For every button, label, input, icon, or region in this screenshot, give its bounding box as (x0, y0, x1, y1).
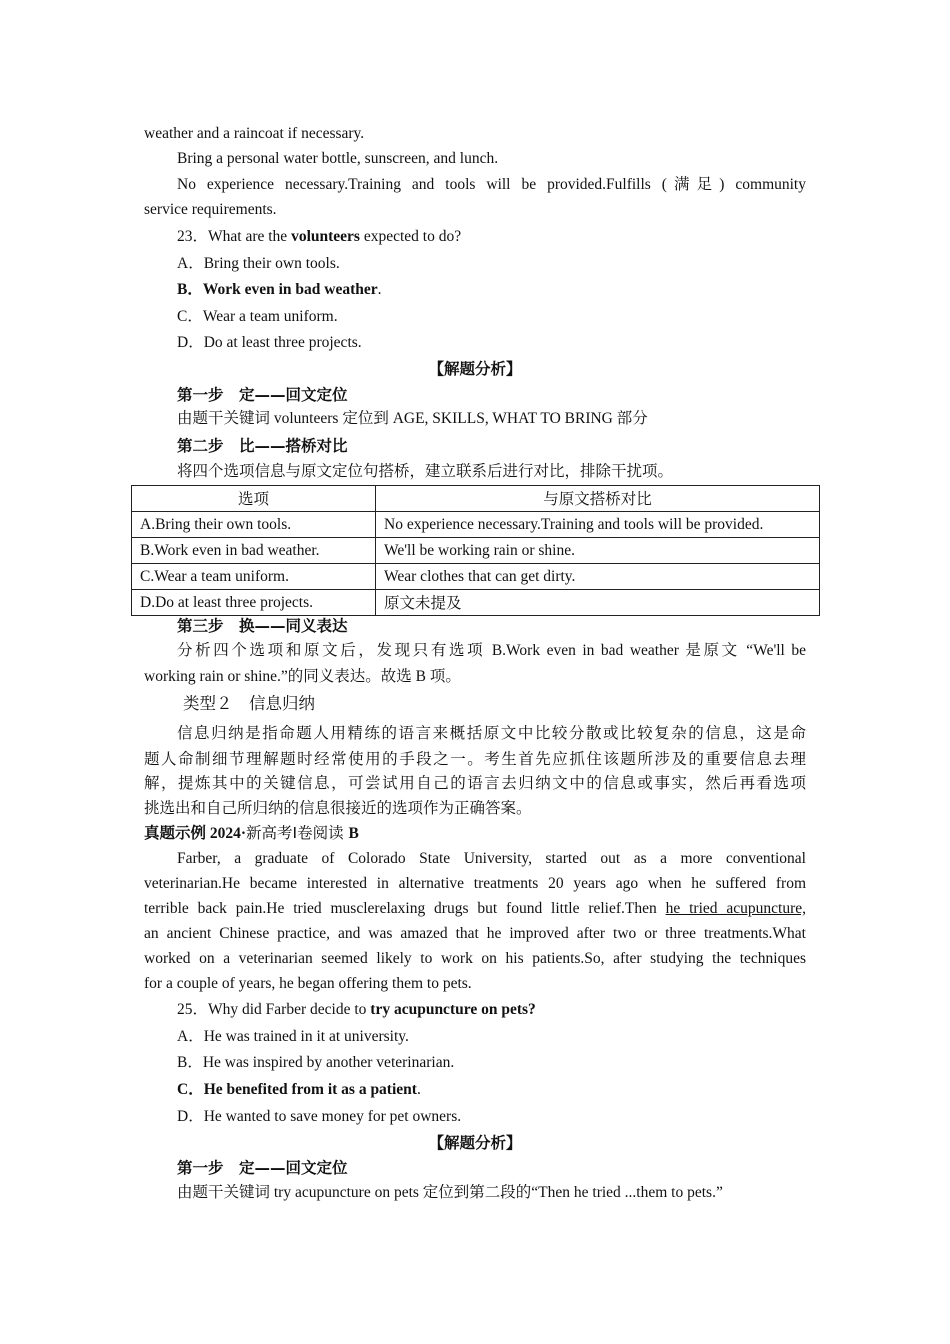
step-3-text: 分析四个选项和原文后，发现只有选项 B.Work even in bad weather 是原文 “We'll be (177, 642, 806, 659)
step-1-title: 第一步 定——回文定位 (177, 386, 348, 404)
comparison-table (131, 485, 820, 616)
option-c: C．Wear a team uniform. (177, 308, 338, 325)
option-d: D．He wanted to save money for pet owners. (177, 1108, 462, 1125)
question-23-stem: 23．What are the volunteers expected to do? (177, 228, 462, 245)
example-label: 真题示例 2024·新高考Ⅰ卷阅读 B (144, 824, 359, 842)
section-title: 类型２ 信息归纳 (183, 694, 315, 713)
passage-line: Bring a personal water bottle, sunscreen, and lunch. (177, 150, 499, 167)
section-paragraph: 题人命制细节理解题时经常使用的手段之一。考生首先应抓住该题所涉及的重要信息去理 (144, 750, 806, 768)
option-d: D．Do at least three projects. (177, 334, 362, 351)
passage-line: for a couple of years, he began offering them to pets. (144, 975, 472, 992)
table-cell: No experience necessary.Training and tools will be provided. (376, 512, 820, 538)
table-row (132, 512, 820, 538)
question-25-stem: 25．Why did Farber decide to try acupuncture on pets? (177, 1001, 536, 1018)
step-2-text: 将四个选项信息与原文定位句搭桥，建立联系后进行对比，排除干扰项。 (177, 462, 674, 480)
passage-line: terrible back pain.He tried musclerelaxing drugs but found little relief.Then he tried acupuncture, (144, 900, 806, 917)
option-b: B．He was inspired by another veterinarian. (177, 1054, 455, 1071)
step-1-title: 第一步 定——回文定位 (177, 1159, 348, 1177)
table-header-row (132, 486, 820, 512)
option-b-correct: B．Work even in bad weather. (177, 281, 382, 298)
table-cell: A.Bring their own tools. (132, 512, 376, 538)
passage-line: worked on a veterinarian seemed likely to work on his patients.So, after studying the techniques (144, 950, 806, 967)
step-3-title: 第三步 换——同义表达 (177, 617, 348, 635)
passage-line: Farber, a graduate of Colorado State University, started out as a more conventional (177, 850, 806, 867)
section-paragraph: 信息归纳是指命题人用精练的语言来概括原文中比较分散或比较复杂的信息，这是命 (177, 724, 806, 742)
table-row (132, 590, 820, 616)
passage-line: No experience necessary.Training and tools will be provided.Fulfills (满足) community (177, 176, 806, 193)
option-a: A．Bring their own tools. (177, 255, 340, 272)
table-cell: 原文未提及 (376, 590, 820, 616)
passage-line: veterinarian.He became interested in alternative treatments 20 years ago when he suffered from (144, 875, 806, 892)
option-a: A．He was trained in it at university. (177, 1028, 409, 1045)
table-cell: B.Work even in bad weather. (132, 538, 376, 564)
table-header: 与原文搭桥对比 (376, 486, 820, 512)
table-cell: C.Wear a team uniform. (132, 564, 376, 590)
step-3-text: working rain or shine.”的同义表达。故选 B 项。 (144, 668, 461, 685)
passage-line: an ancient Chinese practice, and was amazed that he improved after two or three treatments.What (144, 925, 806, 942)
table-row (132, 538, 820, 564)
table-cell: We'll be working rain or shine. (376, 538, 820, 564)
table-cell: Wear clothes that can get dirty. (376, 564, 820, 590)
passage-line: service requirements. (144, 201, 277, 218)
analysis-heading: 【解题分析】 (428, 1134, 522, 1152)
analysis-heading: 【解题分析】 (428, 360, 522, 378)
section-paragraph: 挑选出和自己所归纳的信息很接近的选项作为正确答案。 (144, 799, 532, 817)
step-1-text: 由题干关键词 volunteers 定位到 AGE, SKILLS, WHAT TO BRING 部分 (177, 410, 648, 427)
step-2-title: 第二步 比——搭桥对比 (177, 437, 348, 455)
table-row (132, 564, 820, 590)
option-c-correct: C．He benefited from it as a patient. (177, 1081, 421, 1098)
table-header: 选项 (132, 486, 376, 512)
passage-line: weather and a raincoat if necessary. (144, 125, 365, 142)
step-1-text: 由题干关键词 try acupuncture on pets 定位到第二段的“Then he tried ...them to pets.” (177, 1184, 723, 1201)
table-cell: D.Do at least three projects. (132, 590, 376, 616)
section-paragraph: 解，提炼其中的关键信息，可尝试用自己的语言去归纳文中的信息或事实，然后再看选项 (144, 774, 806, 792)
